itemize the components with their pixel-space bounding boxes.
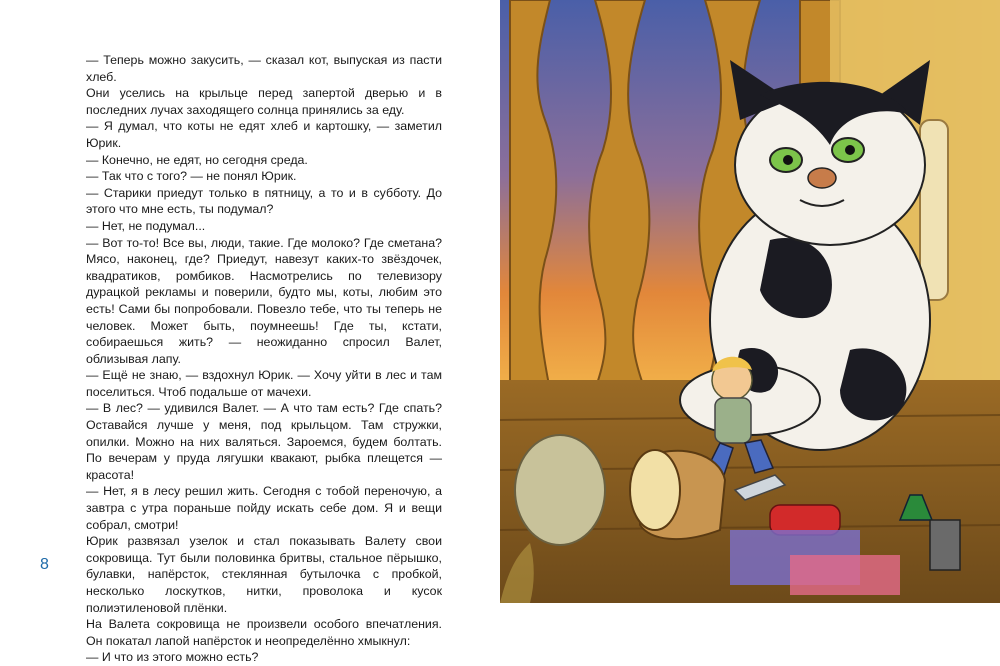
paragraph: — Ещё не знаю, — вздохнул Юрик. — Хочу уйти в лес и там поселиться. Чтоб подальше от мачехи.	[86, 368, 442, 399]
paragraph: — Я думал, что коты не едят хлеб и картошку, — заметил Юрик.	[86, 119, 442, 150]
paragraph: — Конечно, не едят, но сегодня среда.	[86, 152, 308, 167]
paragraph: — Вот то-то! Все вы, люди, такие. Где молоко? Где сметана? Мясо, наконец, где? Приедут, навезут каких-то звёздочек, квадратиков, ромбиков. Насмотрелись по телевизору дурацкой рекламы и поверили, будто мы, коты, любим это есть! Сами бы попробовали. Повезло тебе, что ты теперь не человек. Может быть, поумнеешь! Где ты, кстати, собираешься жить? — неожиданно спросил Валет, облизывая лапу.	[86, 235, 442, 366]
story-text	[86, 52, 442, 666]
paragraph: — Нет, не подумал...	[86, 218, 206, 233]
paragraph: — В лес? — удивился Валет. — А что там есть? Где спать? Оставайся лучше у меня, под крыльцом. Там стружки, опилки. Можно на них валяться. Зароемся, будем болтать. По вечерам у пруда лягушки квакают, рыбка плещется — красота!	[86, 401, 442, 482]
page-number: 8	[40, 556, 49, 573]
paragraph: — И что из этого можно есть?	[86, 650, 259, 665]
paragraph: Они уселись на крыльце перед запертой дверью и в последних лучах заходящего солнца принялись за еду.	[86, 86, 442, 117]
illustration-cat-and-boy	[500, 0, 1000, 603]
paragraph: — Старики приедут только в пятницу, а то и в субботу. До этого что мне есть, ты подумал?	[86, 185, 442, 217]
paragraph: Юрик развязал узелок и стал показывать Валету свои сокровища. Тут были половинка бритвы, стальное пёрышко, булавки, напёрсток, стеклянная бутылочка с пробкой, несколько лоскутков, нитки, проволока и кусок полиэтиленовой плёнки.	[86, 534, 442, 615]
paragraph: — Так что с того? — не понял Юрик.	[86, 169, 297, 184]
text-page	[0, 0, 500, 665]
door-hinge	[920, 120, 948, 300]
paragraph: — Теперь можно закусить, — сказал кот, выпуская из пасти хлеб.	[86, 53, 442, 84]
paragraph: На Валета сокровища не произвели особого впечатления. Он покатал лапой напёрсток и неопределённо хмыкнул:	[86, 617, 442, 648]
paragraph: — Нет, я в лесу решил жить. Сегодня с тобой переночую, а завтра с утра пораньше пойду искать себе дом. Я и вещи собрал, смотри!	[86, 484, 442, 532]
